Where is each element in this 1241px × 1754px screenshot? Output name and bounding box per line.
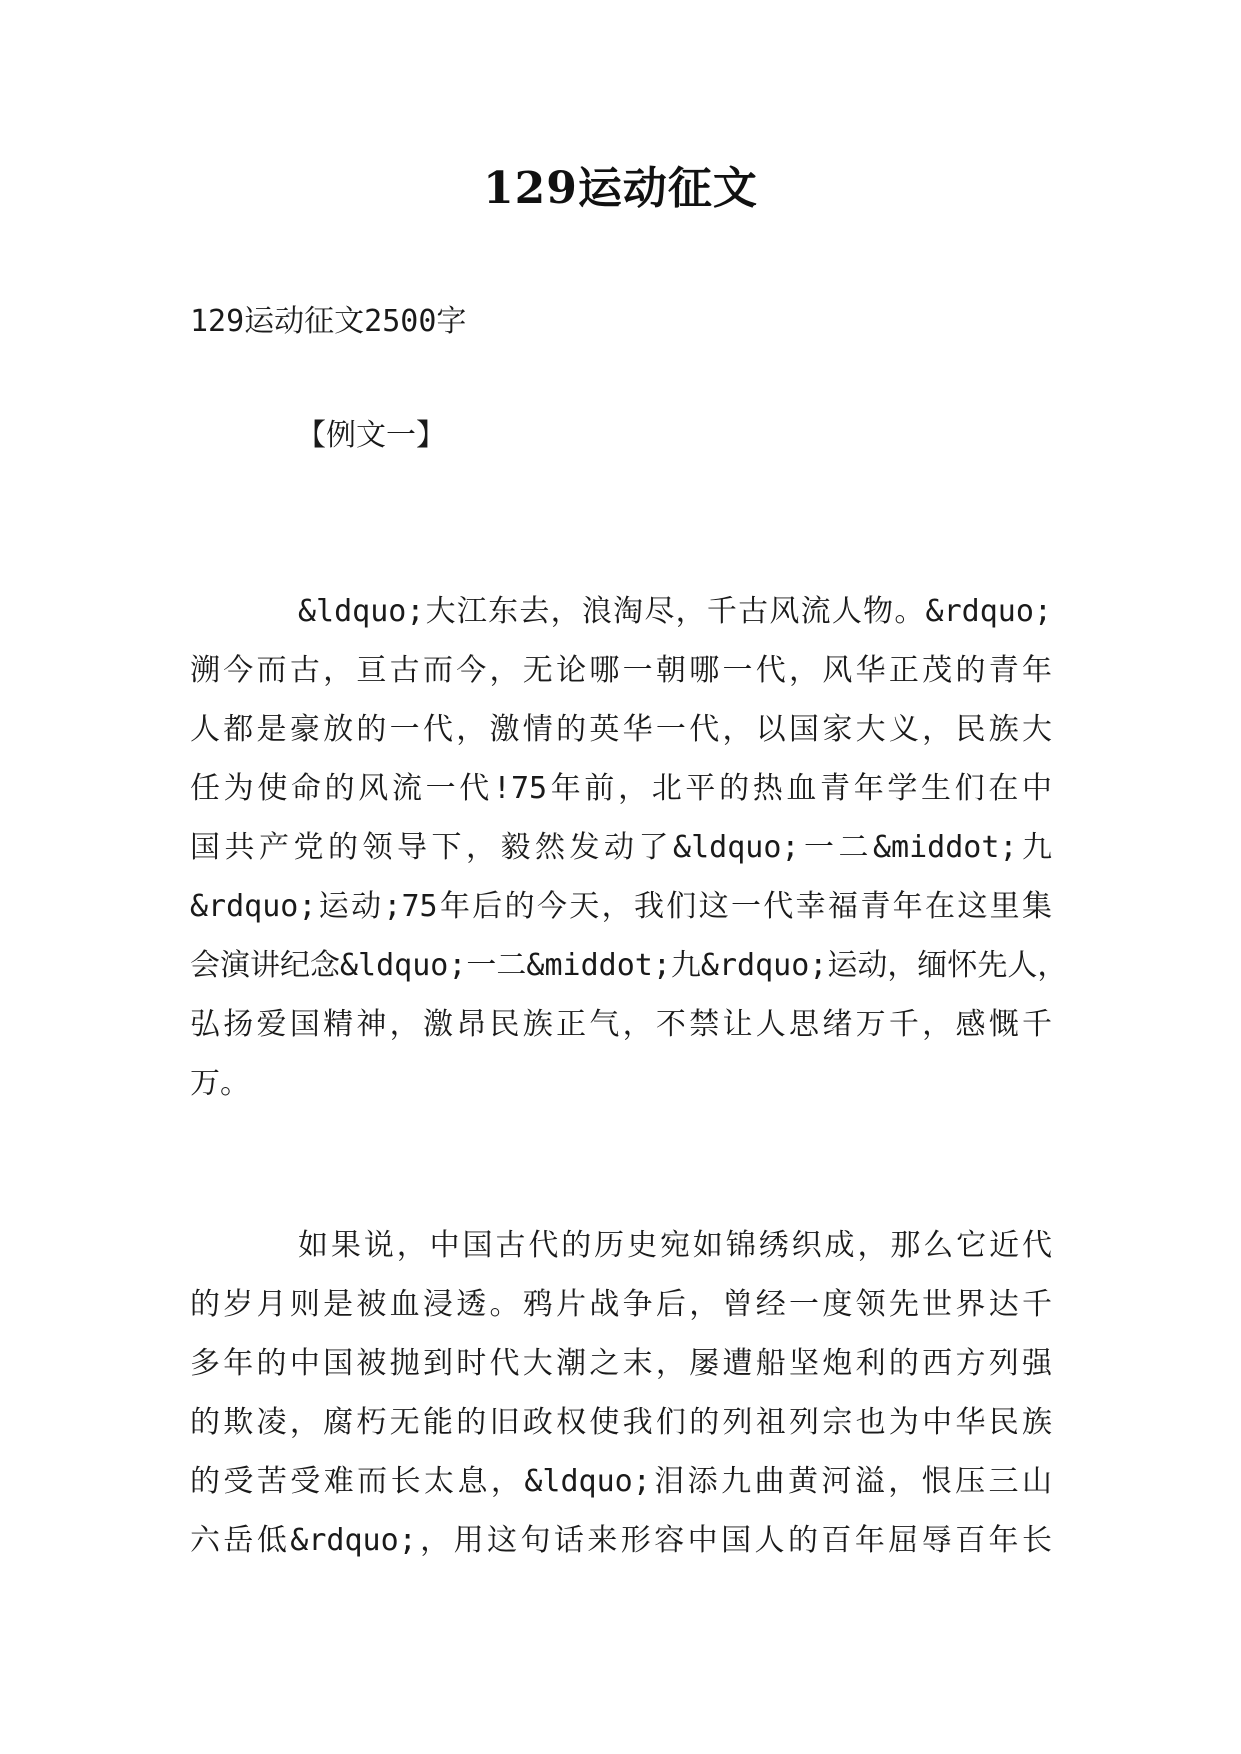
paragraph-line: 万。 (190, 1066, 250, 1101)
paragraph-line: &rdquo;运动;75年后的今天，我们这一代幸福青年在这里集 (190, 889, 1052, 924)
paragraph-line: 的受苦受难而长太息，&ldquo;泪添九曲黄河溢，恨压三山 (190, 1464, 1052, 1499)
document-title: 129运动征文 (483, 163, 758, 214)
document-subtitle: 129运动征文2500字 (190, 304, 467, 339)
paragraph-line: &ldquo;大江东去，浪淘尽，千古风流人物。&rdquo; (298, 594, 1052, 629)
example-label: 【例文一】 (296, 418, 446, 453)
paragraph-line: 溯今而古，亘古而今，无论哪一朝哪一代，风华正茂的青年 (190, 653, 1052, 688)
paragraph-line: 弘扬爱国精神，激昂民族正气，不禁让人思绪万千，感慨千 (190, 1007, 1052, 1042)
paragraph-line: 六岳低&rdquo;，用这句话来形容中国人的百年屈辱百年长 (190, 1523, 1052, 1558)
paragraph-line: 如果说，中国古代的历史宛如锦绣织成，那么它近代 (298, 1228, 1052, 1263)
paragraph-line: 的岁月则是被血浸透。鸦片战争后，曾经一度领先世界达千 (190, 1287, 1052, 1322)
paragraph-2 (190, 1216, 1052, 1570)
paragraph-line: 国共产党的领导下，毅然发动了&ldquo;一二&middot;九 (190, 830, 1052, 865)
paragraph-1 (190, 582, 1068, 1113)
paragraph-line: 多年的中国被抛到时代大潮之末，屡遭船坚炮利的西方列强 (190, 1346, 1052, 1381)
paragraph-line: 会演讲纪念&ldquo;一二&middot;九&rdquo;运动，缅怀先人， (190, 948, 1068, 983)
paragraph-line: 的欺凌，腐朽无能的旧政权使我们的列祖列宗也为中华民族 (190, 1405, 1052, 1440)
paragraph-line: 任为使命的风流一代!75年前，北平的热血青年学生们在中 (190, 771, 1052, 806)
paragraph-line: 人都是豪放的一代，激情的英华一代，以国家大义，民族大 (190, 712, 1052, 747)
